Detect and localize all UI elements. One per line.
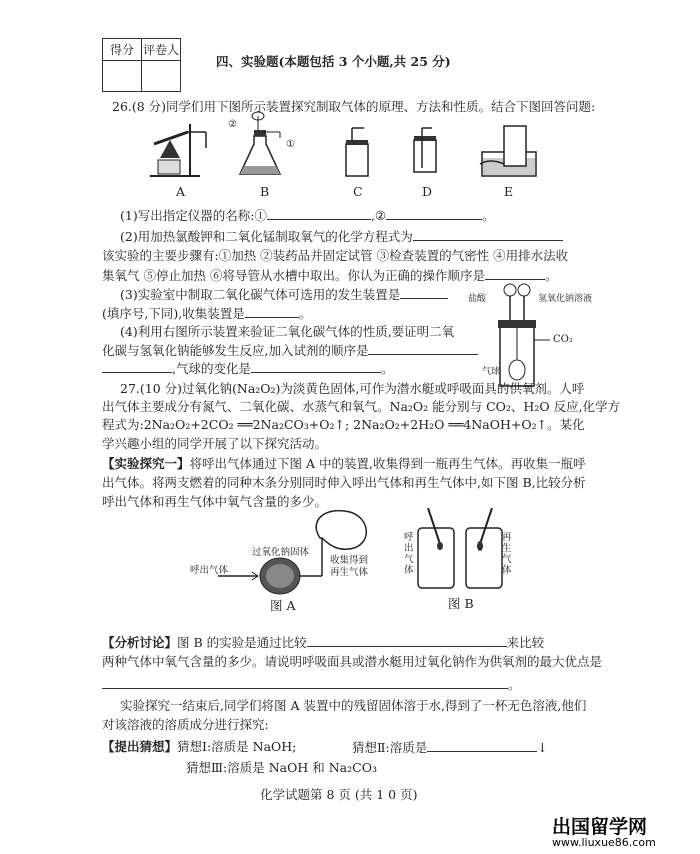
fig-b-left-label: 呼出气体 xyxy=(404,532,414,576)
q26-p1: (1)写出指定仪器的名称:① ,② 。 xyxy=(120,208,495,223)
label-a: A xyxy=(176,184,186,199)
apparatus-a xyxy=(140,118,220,180)
marker-2: ② xyxy=(228,119,237,130)
fig-a-solid-label: 过氧化钠固体 xyxy=(252,547,310,558)
q27-hypothesis-3: 猜想Ⅲ:溶质是 NaOH 和 Na₂CO₃ xyxy=(186,760,377,775)
page-footer: 化学试题第 8 页 (共 1 0 页) xyxy=(260,787,418,802)
score-cell xyxy=(103,61,142,92)
label-d: D xyxy=(422,184,433,199)
q26-intro: 26.(8 分)同学们用下图所示装置探究制取气体的原理、方法和性质。结合下图回答问题: xyxy=(112,99,596,114)
apparatus-b xyxy=(232,110,292,180)
q26-p4-a: (4)利用右图所示装置来验证二氧化碳气体的性质,要证明二氧 xyxy=(120,324,455,339)
q27-p4: 学兴趣小组的同学开展了以下探究活动。 xyxy=(102,436,328,451)
watermark-url: www.liuxue86.com xyxy=(552,836,656,849)
fig-balloon-label: 气球 xyxy=(482,367,501,377)
q26-p4-b: 化碳与氢氧化钠能够发生反应,加入试剂的顺序是 xyxy=(102,342,478,359)
fig-naoh-label: 氢氧化钠溶液 xyxy=(538,294,593,304)
q27-exp-end-a: 实验探究一结束后,同学们将图 A 装置中的残留固体溶于水,得到了一杯无色溶液,他们 xyxy=(120,698,587,713)
apparatus-e xyxy=(478,124,540,180)
q27-exp1-a: 【实验探究一】将呼出气体通过下图 A 中的装置,收集得到一瓶再生气体。再收集一瓶呼 xyxy=(102,456,586,471)
q26-p4-c: ,气球的变化是 。 xyxy=(102,360,394,377)
q27-analysis-c: 两种气体中氧气含量的多少。请说明呼吸面具或潜水艇用过氧化钠作为供氧剂的最大优点是 xyxy=(102,654,603,669)
fig-a-caption: 图 A xyxy=(270,598,296,613)
q26-p2-a: (2)用加热氯酸钾和二氧化锰制取氧气的化学方程式为 xyxy=(120,228,563,245)
q26-p3-a: (3)实验室中制取二氧化碳气体可选用的发生装置是 xyxy=(120,286,448,303)
fig-co2-label: CO₂ xyxy=(553,334,573,345)
grader-cell xyxy=(142,61,181,92)
q27-hypothesis-2: 猜想Ⅱ:溶质是 ↓ xyxy=(352,740,548,755)
q26-p3-b: (填序号,下同),收集装置是 。 xyxy=(102,306,312,321)
q27-p3: 程式为:2Na₂O₂+2CO₂ ══2Na₂CO₃+O₂↑; 2Na₂O₂+2H₂O ══4NaOH+O₂↑。某化 xyxy=(102,417,585,432)
watermark-brand: 出国留学网 xyxy=(552,816,648,838)
score-label: 得分 xyxy=(103,39,142,61)
q27-p2: 出气体主要成分有氮气、二氧化碳、水蒸气和氧气。Na₂O₂ 能分别与 CO₂、H₂O 反应,化学方 xyxy=(102,399,621,414)
q27-exp1-c: 呼出气体和再生气体中氧气含量的多少。 xyxy=(102,494,328,509)
fig-a-collect-2: 再生气体 xyxy=(330,567,369,578)
grader-label: 评卷人 xyxy=(142,39,181,61)
fig-b-right-label: 再生气体 xyxy=(502,532,512,576)
q27-analysis-blank: 。 xyxy=(102,676,521,693)
section-title: 四、实验题(本题包括 3 个小题,共 25 分) xyxy=(216,54,451,69)
fig-a-collect-1: 收集得到 xyxy=(330,555,369,566)
marker-1: ① xyxy=(286,139,295,150)
q27-analysis-a: 【分析讨论】图 B 的实验是通过比较 来比较 xyxy=(102,635,545,650)
score-table xyxy=(102,38,181,92)
q26-p2-b: 该实验的主要步骤有:①加热 ②装药品并固定试管 ③检查装置的气密性 ④用排水法收 xyxy=(102,248,569,263)
q27-exp-end-b: 对该溶液的溶质成分进行探究: xyxy=(102,717,269,732)
label-e: E xyxy=(504,184,514,199)
apparatus-c xyxy=(340,126,374,178)
label-b: B xyxy=(260,184,270,199)
q27-hypothesis: 【提出猜想】猜想Ⅰ:溶质是 NaOH; xyxy=(102,739,297,754)
apparatus-d xyxy=(408,126,442,178)
label-c: C xyxy=(353,184,363,199)
q27-exp1-b: 出气体。将两支燃着的同种木条分别同时伸入呼出气体和再生气体中,如下图 B,比较分析 xyxy=(102,475,586,490)
fig-a-in-label: 呼出气体 xyxy=(190,565,229,576)
fig-b-caption: 图 B xyxy=(448,596,474,611)
fig-hcl-label: 盐酸 xyxy=(468,294,487,304)
q27-p1: 27.(10 分)过氧化钠(Na₂O₂)为淡黄色固体,可作为潜水艇或呼吸面具的供氧剂。人呼 xyxy=(120,381,585,396)
q26-p2-c: 集氧气 ⑤停止加热 ⑥将导管从水槽中取出。你认为正确的操作顺序是 。 xyxy=(102,268,558,283)
